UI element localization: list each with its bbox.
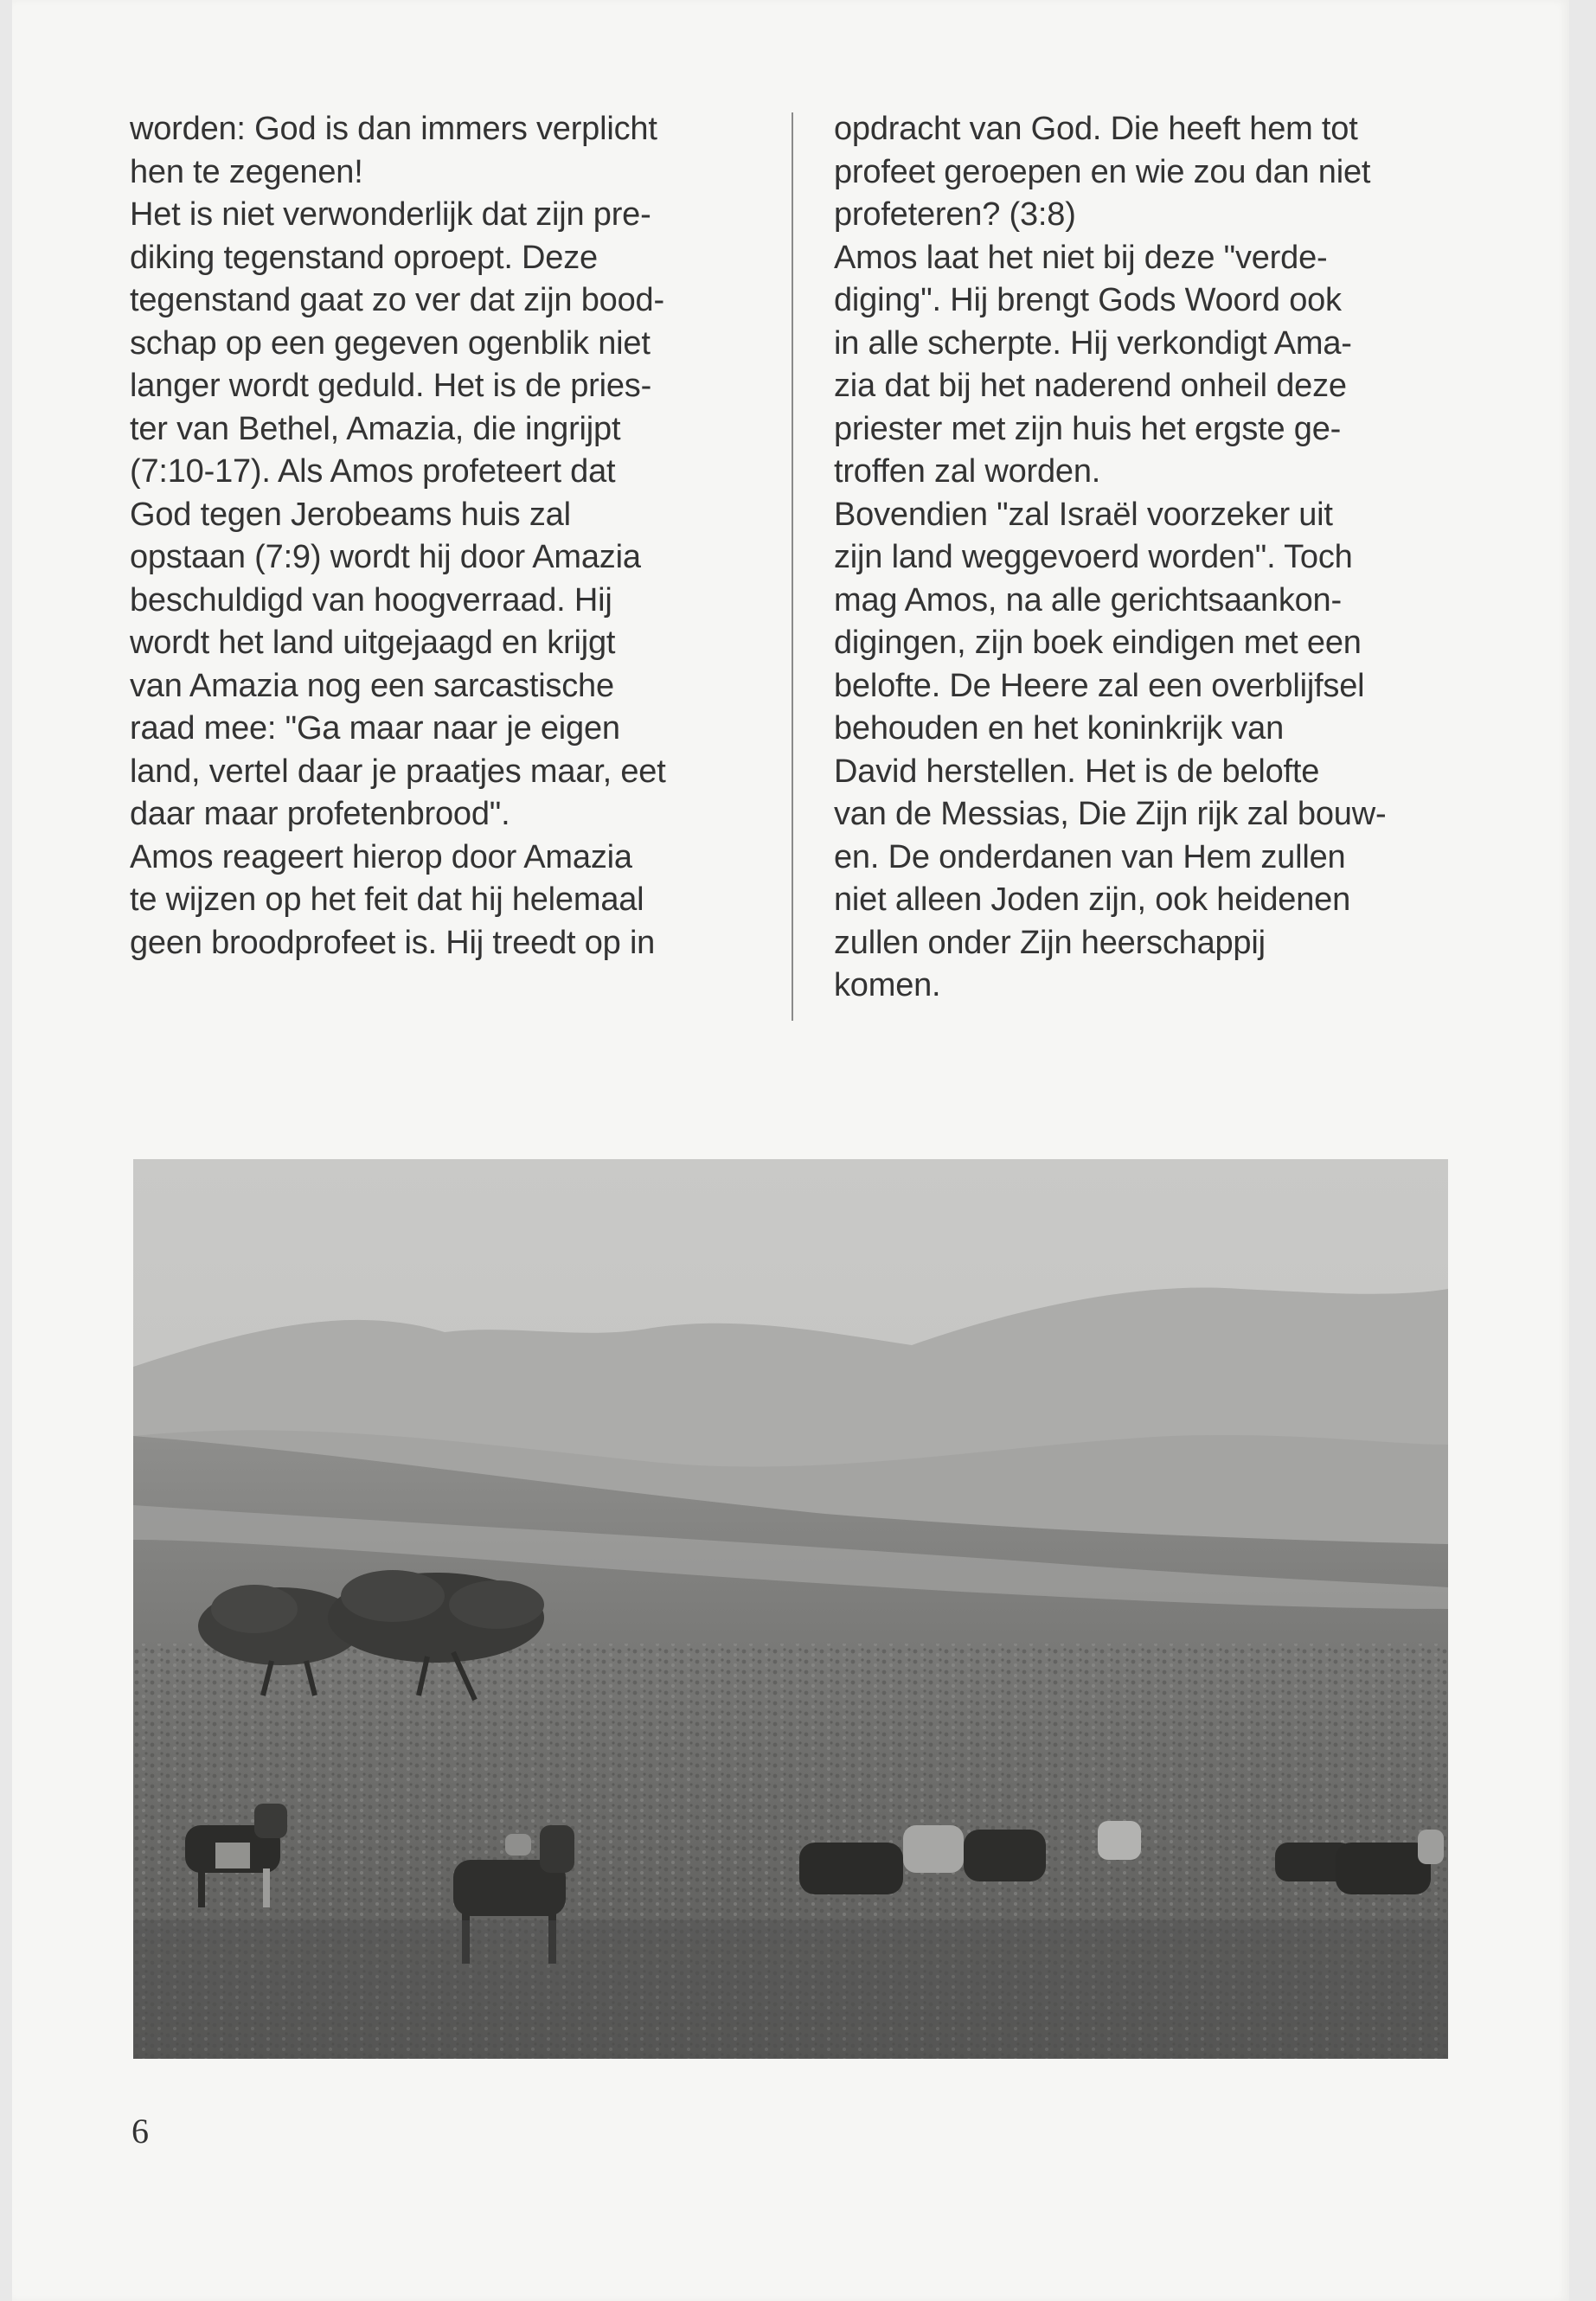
text-line: Amos reageert hierop door Amazia bbox=[130, 838, 632, 875]
text-line: Bovendien "zal Israël voorzeker uit bbox=[834, 496, 1333, 533]
text-column-left bbox=[130, 108, 761, 965]
book-page bbox=[12, 0, 1569, 2301]
text-line: digingen, zijn boek eindigen met een bbox=[834, 625, 1362, 661]
text-line: van de Messias, Die Zijn rijk zal bouw- bbox=[834, 796, 1387, 832]
column-divider bbox=[792, 112, 793, 1021]
text-line: niet alleen Joden zijn, ook heidenen bbox=[834, 881, 1351, 918]
text-line: ter van Bethel, Amazia, die ingrijpt bbox=[130, 410, 621, 447]
text-line: profeet geroepen en wie zou dan niet bbox=[834, 153, 1371, 190]
text-line: belofte. De Heere zal een overblijfsel bbox=[834, 667, 1365, 704]
text-line: wordt het land uitgejaagd en krijgt bbox=[130, 625, 616, 661]
text-column-right bbox=[834, 108, 1457, 1008]
text-line: God tegen Jerobeams huis zal bbox=[130, 496, 571, 533]
text-line: diking tegenstand oproept. Deze bbox=[130, 239, 598, 276]
text-line: zijn land weggevoerd worden". Toch bbox=[834, 539, 1353, 575]
text-line: hen te zegenen! bbox=[130, 153, 363, 190]
text-line: te wijzen op het feit dat hij helemaal bbox=[130, 881, 644, 918]
text-line: David herstellen. Het is de belofte bbox=[834, 753, 1320, 790]
text-line: land, vertel daar je praatjes maar, eet bbox=[130, 753, 666, 790]
text-line: zia dat bij het naderend onheil deze bbox=[834, 368, 1347, 404]
text-line: tegenstand gaat zo ver dat zijn bood- bbox=[130, 282, 664, 318]
landscape-photo-drawing bbox=[133, 1159, 1448, 2059]
text-line: schap op een gegeven ogenblik niet bbox=[130, 324, 651, 362]
text-line: troffen zal worden. bbox=[834, 453, 1101, 490]
landscape-photo-goats bbox=[133, 1159, 1448, 2059]
text-line: behouden en het koninkrijk van bbox=[834, 710, 1285, 747]
text-line: raad mee: "Ga maar naar je eigen bbox=[130, 710, 620, 747]
text-line: geen broodprofeet is. Hij treedt op in bbox=[130, 924, 656, 961]
text-line: profeteren? (3:8) bbox=[834, 196, 1076, 233]
text-line: beschuldigd van hoogverraad. Hij bbox=[130, 581, 612, 619]
text-line: daar maar profetenbrood". bbox=[130, 796, 510, 832]
text-line: van Amazia nog een sarcastische bbox=[130, 667, 614, 704]
text-line: opdracht van God. Die heeft hem tot bbox=[834, 111, 1358, 147]
text-line: zullen onder Zijn heerschappij bbox=[834, 924, 1266, 961]
text-line: Het is niet verwonderlijk dat zijn pre- bbox=[130, 196, 651, 233]
text-line: komen. bbox=[834, 967, 941, 1003]
text-line: Amos laat het niet bij deze "verde- bbox=[834, 239, 1328, 276]
text-line: langer wordt geduld. Het is de pries- bbox=[130, 368, 652, 404]
text-line: (7:10-17). Als Amos profeteert dat bbox=[130, 453, 616, 490]
page-number: 6 bbox=[131, 2112, 149, 2150]
text-line: mag Amos, na alle gerichtsaankon- bbox=[834, 581, 1342, 619]
text-line: diging". Hij brengt Gods Woord ook bbox=[834, 282, 1342, 318]
text-line: in alle scherpte. Hij verkondigt Ama- bbox=[834, 324, 1352, 362]
foreground-shadow bbox=[133, 1920, 1448, 2059]
text-line: worden: God is dan immers verplicht bbox=[130, 111, 657, 147]
text-line: en. De onderdanen van Hem zullen bbox=[834, 838, 1346, 875]
text-line: opstaan (7:9) wordt hij door Amazia bbox=[130, 539, 641, 575]
text-line: priester met zijn huis het ergste ge- bbox=[834, 410, 1342, 447]
